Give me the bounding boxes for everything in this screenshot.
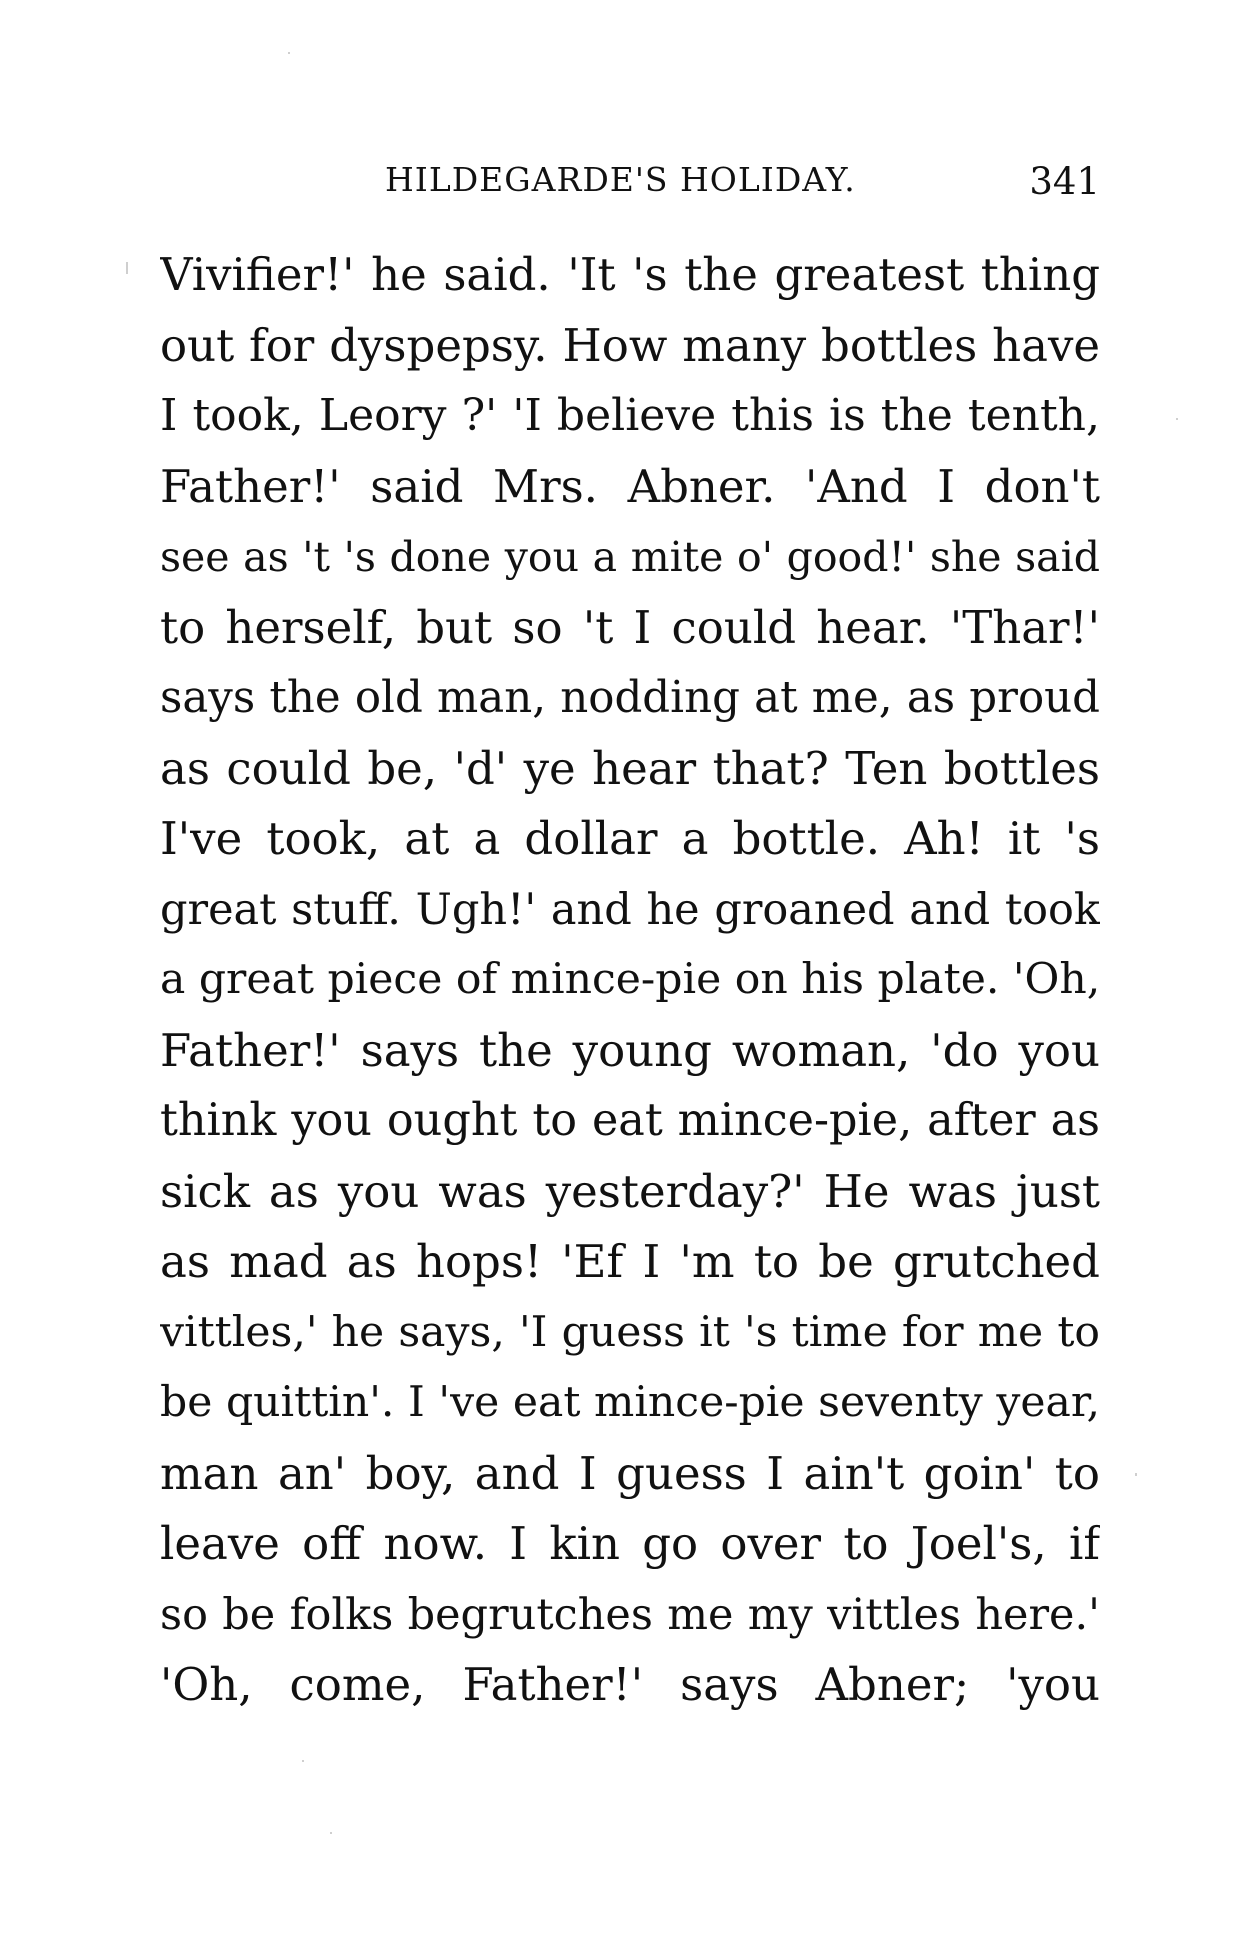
scan-speck [126,262,128,274]
text-line: to herself, but so 't I could hear. 'Thar!' [160,600,1100,654]
text-line: as mad as hops! 'Ef I 'm to be grutched [160,1235,1100,1288]
page-number: 341 [1029,160,1100,203]
body-text [160,240,1100,1721]
text-line: man an' boy, and I guess I ain't goin' to [160,1446,1100,1500]
text-line: Father!' says the young woman, 'do you [160,1023,1100,1077]
text-line: I took, Leory ?' 'I believe this is the tenth, [160,390,1100,441]
text-line: be quittin'. I 've eat mince-pie seventy year, [160,1378,1100,1427]
text-line: a great piece of mince-pie on his plate. 'Oh, [160,955,1100,1004]
running-title: HILDEGARDE'S HOLIDAY. [385,160,856,199]
text-line: says the old man, nodding at me, as proud [160,673,1100,723]
text-line: great stuff. Ugh!' and he groaned and took [160,884,1100,935]
text-line: Vivifier!' he said. 'It 's the greatest thing [160,248,1100,301]
text-line: think you ought to eat mince-pie, after as [160,1095,1100,1146]
text-line: so be folks begrutches me my vittles here.' [160,1589,1100,1640]
scan-speck [330,1832,332,1834]
text-line: sick as you was yesterday?' He was just [160,1164,1100,1218]
scan-speck [288,52,290,54]
text-line: 'Oh, come, Father!' says Abner; 'you [160,1658,1100,1711]
text-line: I've took, at a dollar a bottle. Ah! it 's [160,812,1100,865]
scan-speck [1176,418,1178,420]
text-line: out for dyspepsy. How many bottles have [160,318,1100,372]
scan-speck [1135,1473,1137,1476]
text-line: as could be, 'd' ye hear that? Ten bottles [160,741,1100,795]
text-line: Father!' said Mrs. Abner. 'And I don't [160,459,1100,513]
text-line: leave off now. I kin go over to Joel's, if [160,1517,1100,1570]
scan-speck [302,1760,304,1762]
text-line: see as 't 's done you a mite o' good!' she said [160,533,1100,581]
text-line: vittles,' he says, 'I guess it 's time for me to [160,1307,1100,1357]
running-head [160,160,1100,210]
